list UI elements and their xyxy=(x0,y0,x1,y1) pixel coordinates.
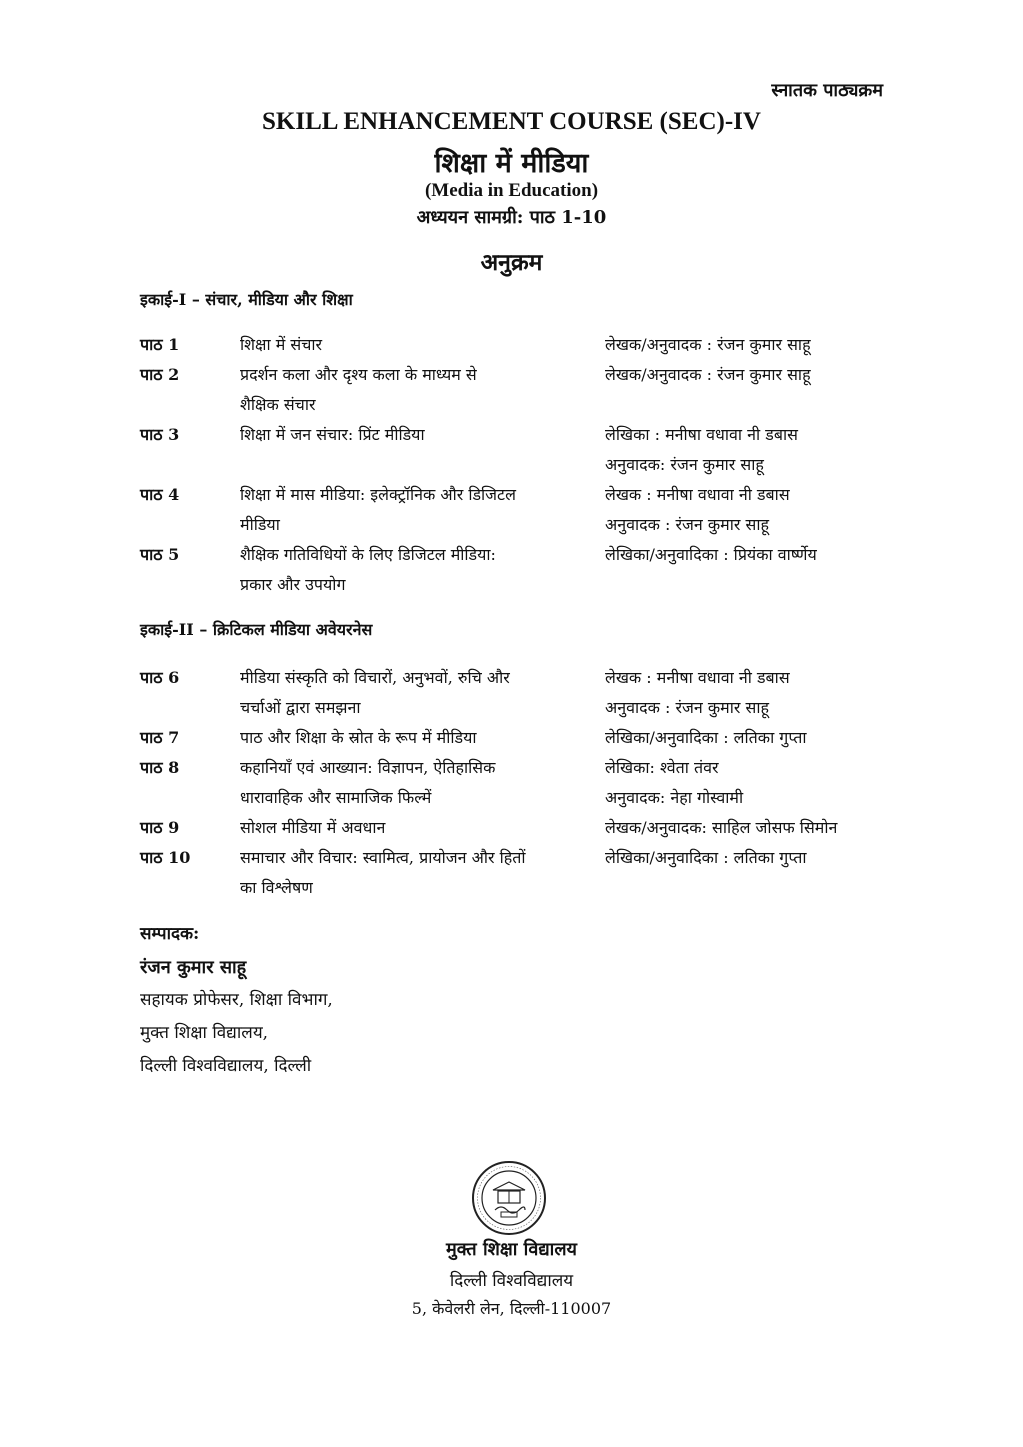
lesson-title: समाचार और विचार: स्वामित्व, प्रायोजन और हितों xyxy=(240,848,526,867)
lesson-title: मीडिया संस्कृति को विचारों, अनुभवों, रुचि और xyxy=(240,668,510,687)
footer-institution: मुक्त शिक्षा विद्यालय xyxy=(446,1239,577,1260)
lesson-author: अनुवादक: रंजन कुमार साहू xyxy=(605,455,764,474)
lesson-author: अनुवादक : रंजन कुमार साहू xyxy=(605,698,769,717)
lesson-number: पाठ 7 xyxy=(140,728,180,747)
lesson-row xyxy=(140,330,900,360)
lesson-title: सोशल मीडिया में अवधान xyxy=(240,818,386,837)
lesson-author: लेखिका/अनुवादिका : लतिका गुप्ता xyxy=(605,728,807,747)
lesson-number xyxy=(140,783,240,813)
course-code: SKILL ENHANCEMENT COURSE (SEC)-IV xyxy=(262,108,761,135)
lesson-author: लेखिका/अनुवादिका : प्रियंका वार्ष्णेय xyxy=(605,545,817,564)
lesson-row xyxy=(140,540,900,570)
university-seal-icon xyxy=(471,1160,547,1236)
lesson-title: शिक्षा में मास मीडिया: इलेक्ट्रॉनिक और डिजिटल xyxy=(240,485,516,504)
lesson-row xyxy=(140,723,900,753)
title-english: (Media in Education) xyxy=(424,180,599,201)
lesson-author: लेखक/अनुवादक : रंजन कुमार साहू xyxy=(605,365,811,384)
study-material: अध्ययन सामग्री: पाठ 1-10 xyxy=(416,207,607,228)
editor-name: रंजन कुमार साहू xyxy=(140,957,247,978)
lesson-author: अनुवादक : रंजन कुमार साहू xyxy=(605,515,769,534)
lesson-author: लेखक : मनीषा वधावा नी डबास xyxy=(605,668,790,687)
lesson-number xyxy=(140,450,240,480)
lesson-row xyxy=(140,510,900,540)
lesson-number xyxy=(140,570,240,600)
lesson-title: कहानियाँ एवं आख्यान: विज्ञापन, ऐतिहासिक xyxy=(240,758,496,777)
lesson-row xyxy=(140,843,900,873)
lesson-title: शैक्षिक गतिविधियों के लिए डिजिटल मीडिया: xyxy=(240,545,496,564)
lesson-author: लेखक/अनुवादक: साहिल जोसफ सिमोन xyxy=(605,818,838,837)
footer-university: दिल्ली विश्वविद्यालय xyxy=(449,1271,574,1291)
lesson-author: अनुवादक: नेहा गोस्वामी xyxy=(605,788,744,807)
unit-heading: इकाई-II – क्रिटिकल मीडिया अवेयरनेस xyxy=(140,620,373,639)
lesson-row xyxy=(140,420,900,450)
lesson-row xyxy=(140,783,900,813)
lesson-list xyxy=(140,663,900,903)
unit-heading: इकाई-I – संचार, मीडिया और शिक्षा xyxy=(140,290,353,309)
editor-block xyxy=(140,918,333,1083)
footer-address: 5, केवेलरी लेन, दिल्ली-110007 xyxy=(411,1299,612,1318)
lesson-row xyxy=(140,663,900,693)
lesson-author xyxy=(605,570,900,600)
lesson-author xyxy=(605,873,900,903)
course-label: स्नातक पाठ्यक्रम xyxy=(771,80,883,101)
lesson-title: प्रदर्शन कला और दृश्य कला के माध्यम से xyxy=(240,365,477,384)
editor-label: सम्पादक: xyxy=(140,924,200,944)
lesson-number: पाठ 4 xyxy=(140,485,180,504)
contents-heading: अनुक्रम xyxy=(480,249,543,276)
lesson-title: प्रकार और उपयोग xyxy=(240,575,346,594)
lesson-row xyxy=(140,813,900,843)
lesson-title: शिक्षा में जन संचार: प्रिंट मीडिया xyxy=(240,425,425,444)
lesson-title: मीडिया xyxy=(240,515,280,534)
lesson-title: पाठ और शिक्षा के स्रोत के रूप में मीडिया xyxy=(240,728,477,747)
title-hindi: शिक्षा में मीडिया xyxy=(434,148,589,179)
lesson-author: लेखिका : मनीषा वधावा नी डबास xyxy=(605,425,798,444)
lesson-number xyxy=(140,390,240,420)
lesson-number: पाठ 2 xyxy=(140,365,180,384)
lesson-number: पाठ 1 xyxy=(140,335,180,354)
lesson-row xyxy=(140,693,900,723)
lesson-title xyxy=(240,450,605,480)
lesson-number: पाठ 6 xyxy=(140,668,180,687)
lesson-number xyxy=(140,510,240,540)
lesson-row xyxy=(140,480,900,510)
editor-line: दिल्ली विश्वविद्यालय, दिल्ली xyxy=(140,1056,312,1076)
lesson-row xyxy=(140,570,900,600)
lesson-row xyxy=(140,390,900,420)
lesson-number xyxy=(140,693,240,723)
lesson-title: शैक्षिक संचार xyxy=(240,395,316,414)
lesson-author xyxy=(605,390,900,420)
editor-line: मुक्त शिक्षा विद्यालय, xyxy=(140,1023,269,1043)
editor-line: सहायक प्रोफेसर, शिक्षा विभाग, xyxy=(140,990,333,1010)
lesson-author: लेखिका: श्वेता तंवर xyxy=(605,758,719,777)
lesson-list xyxy=(140,330,900,600)
lesson-title: धारावाहिक और सामाजिक फिल्में xyxy=(240,788,432,807)
lesson-title: चर्चाओं द्वारा समझना xyxy=(240,698,361,717)
lesson-row xyxy=(140,873,900,903)
lesson-number: पाठ 8 xyxy=(140,758,180,777)
lesson-row xyxy=(140,753,900,783)
lesson-number xyxy=(140,873,240,903)
lesson-number: पाठ 10 xyxy=(140,848,191,867)
lesson-author: लेखक/अनुवादक : रंजन कुमार साहू xyxy=(605,335,811,354)
lesson-number: पाठ 5 xyxy=(140,545,180,564)
lesson-number: पाठ 9 xyxy=(140,818,180,837)
lesson-row xyxy=(140,450,900,480)
lesson-number: पाठ 3 xyxy=(140,425,180,444)
lesson-author: लेखक : मनीषा वधावा नी डबास xyxy=(605,485,790,504)
lesson-row xyxy=(140,360,900,390)
lesson-author: लेखिका/अनुवादिका : लतिका गुप्ता xyxy=(605,848,807,867)
lesson-title: शिक्षा में संचार xyxy=(240,335,323,354)
lesson-title: का विश्लेषण xyxy=(240,878,313,897)
